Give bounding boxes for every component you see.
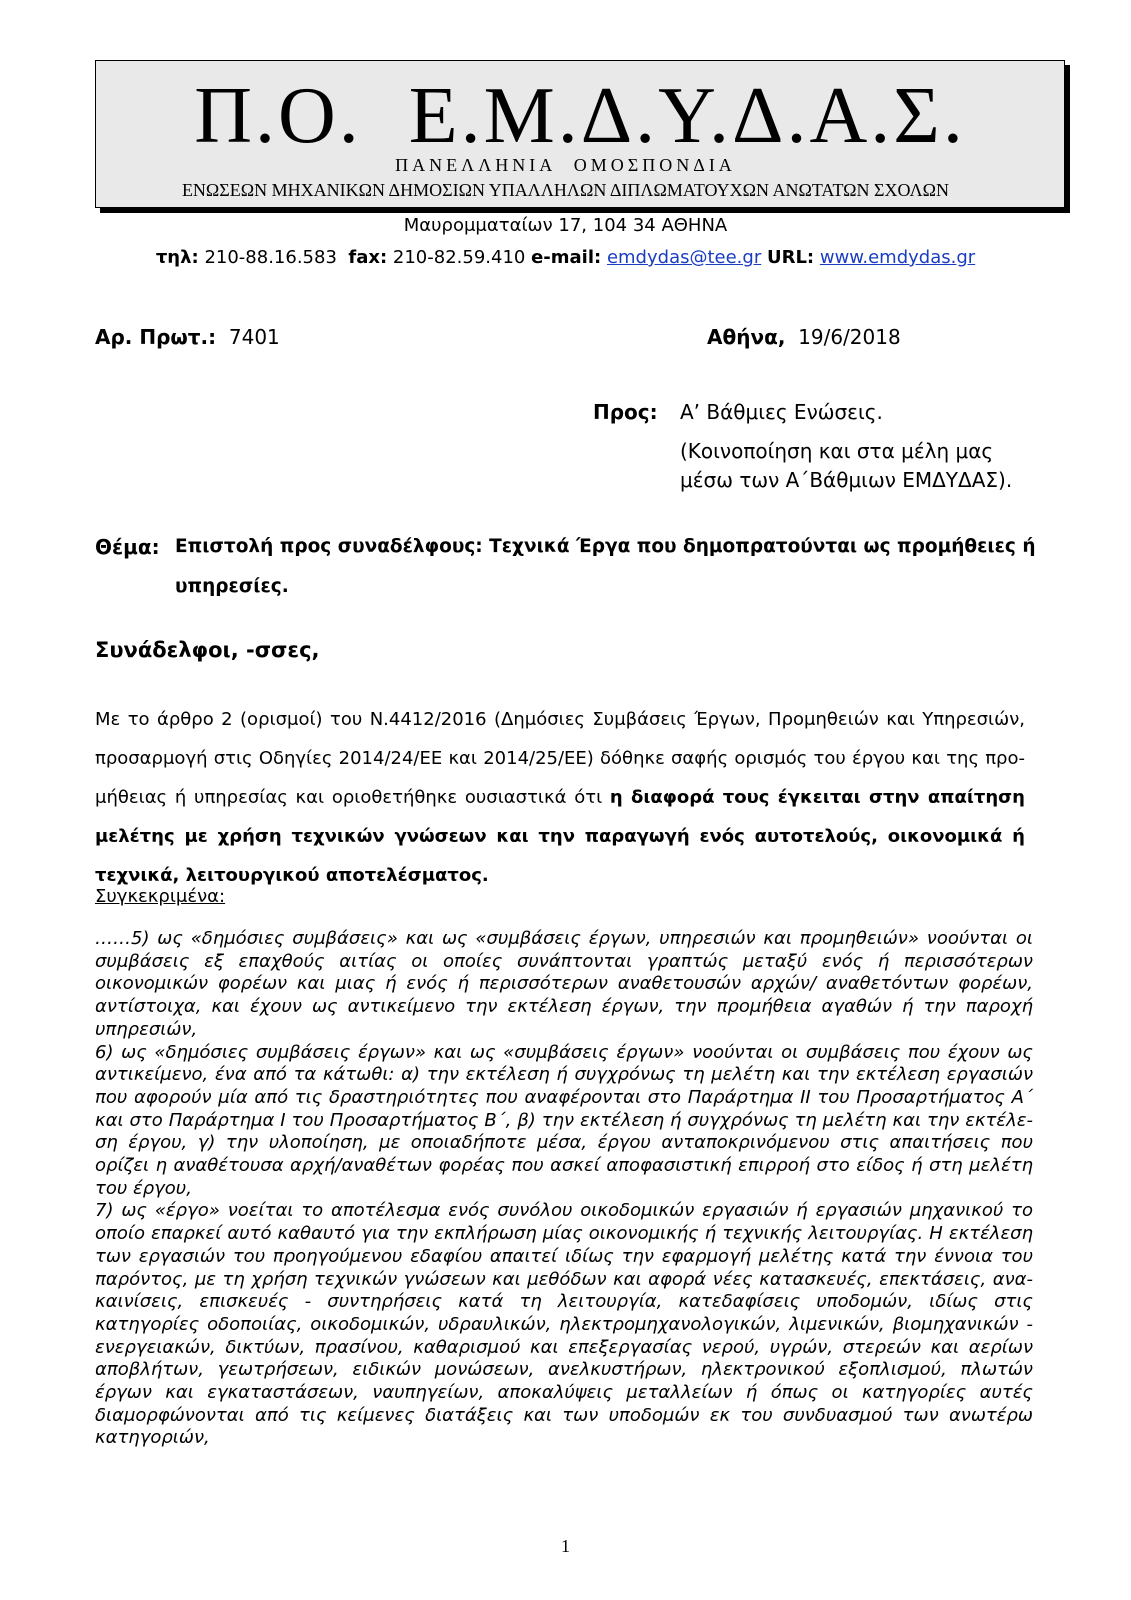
protocol-label: Αρ. Πρωτ.: xyxy=(95,325,217,349)
org-subtitle-1: ΠΑΝΕΛΛΗΝΙΑ ΟΜΟΣΠΟΝΔΙΑ xyxy=(395,155,736,175)
fax-label: fax: xyxy=(348,247,388,268)
page-number: 1 xyxy=(561,1536,570,1556)
body-emphasis: η διαφορά τους έγκειται στην απαίτηση μελέτης με χρήση τεχνικών γνώσεων και την παραγωγή ενός αυτοτελούς, οικονομικά ή τεχνικά, λειτουργικού αποτελέσματος. xyxy=(95,787,1025,886)
recipient-line-1: Α’ Βάθμιες Ενώσεις. xyxy=(680,400,883,424)
tel-value: 210-88.16.583 xyxy=(204,247,337,268)
recipient-line-3: μέσω των Α΄Βάθμιων ΕΜΔΥΔΑΣ). xyxy=(680,468,1013,492)
law-quote xyxy=(95,928,1033,1450)
greeting: Συνάδελφοι, -σσες, xyxy=(95,638,320,662)
quote-item-5: ……5) ως «δημόσιες συμβάσεις» και ως «συμβάσεις έργων, υπηρεσιών και προμηθειών» νοούνται οι συμβάσεις εξ επαχθούς αιτίας οι οποίες συνάπτονται γραπτώς μεταξύ ενός ή περισσότερων οικονομικών φορέων και μιας ή ενός ή περισσότερων αναθετουσών αρχών/ αναθετόντων φορέων, αντίστοιχα, και έχουν ως αντικείμενο την εκτέλεση έργων, την προμήθεια αγαθών ή την παροχή υπηρεσιών, xyxy=(95,928,1033,1040)
url-link[interactable]: www.emdydas.gr xyxy=(819,247,976,268)
url-label: URL: xyxy=(766,247,815,268)
subject-line-2: υπηρεσίες. xyxy=(175,576,289,597)
address: Μαυρομματαίων 17, 104 34 ΑΘΗΝΑ xyxy=(403,215,728,236)
fax-value: 210-82.59.410 xyxy=(392,247,526,268)
quote-item-7: 7) ως «έργο» νοείται το αποτέλεσμα ενός συνόλου οικοδομικών εργασιών ή εργασιών μηχανικού το οποίο επαρκεί αυτό καθαυτό για την εκπλήρωση μίας οικονομικής ή τεχνικής λειτουργίας. Η εκτέλεση των εργασιών του προηγούμενου εδαφίου απαιτεί ιδίως την εφαρμογή μελέτης κατά την έννοια του παρόντος, με τη χρήση τεχνικών γνώσεων και μεθόδων και αφορά νέες κατασκευές, επεκτάσεις, ανακαινίσεις, επισκευές - συντηρήσεις κατά τη λειτουργία, κατεδαφίσεις υποδομών, ιδίως στις κατηγορίες οδοποιίας, οικοδομικών, υδραυλικών, ηλεκτρομηχανολογικών, λιμενικών, βιομηχανικών - ενεργειακών, δικτύων, πρασίνου, καθαρισμού και επεξεργασίας νερού, υγρών, στερεών και αερίων αποβλήτων, γεωτρήσεων, ειδικών μονώσεων, ανελκυστήρων, ηλεκτρονικού εξοπλισμού, πλωτών έργων και εγκαταστάσεων, ναυπηγείων, αποκαλύψεις μεταλλείων ή όπως οι κατηγορίες αυτές διαμορφώνονται από τις κείμενες διατάξεις και των υποδομών εκ του συνδυασμού των ανωτέρω κατηγοριών, xyxy=(95,1200,1033,1449)
recipient-line-2: (Κοινοποίηση και στα μέλη μας xyxy=(680,439,994,463)
subject-label: Θέμα: xyxy=(95,535,160,559)
subject-line-1: Επιστολή προς συναδέλφους: Τεχνικά Έργα που δημοπρατούνται ως προμήθειες ή xyxy=(175,536,1036,557)
quote-item-6: 6) ως «δημόσιες συμβάσεις έργων» και ως «συμβάσεις έργων» νοούνται οι συμβάσεις που έχουν ως αντικείμενο, ένα από τα κάτωθι: α) την εκτέλεση ή συγχρόνως τη μελέτη και την εκτέλεση εργασιών που αφορούν μία από τις δραστηριότητες που αναφέρονται στο Παράρτημα ΙΙ του Προσαρτήματος Α΄ και στο Παράρτημα Ι του Προσαρτήματος Β΄, β) την εκτέλεση ή συγχρόνως τη μελέτη και την εκτέλεση έργου, γ) την υλοποίηση, με οποιαδήποτε μέσα, έργου ανταποκρινόμενου στις απαιτήσεις που ορίζει η αναθέτουσα αρχή/αναθέτων φορέας που ασκεί αποφασιστική επιρροή στο είδος ή στη μελέτη του έργου, xyxy=(95,1041,1033,1199)
date-line xyxy=(707,325,901,349)
protocol-value: 7401 xyxy=(228,325,280,349)
contact-line xyxy=(0,247,1131,268)
recipient-label: Προς: xyxy=(593,400,658,424)
email-label: e-mail: xyxy=(531,247,602,268)
body-paragraph xyxy=(95,700,1025,895)
org-subtitle-2: ΕΝΩΣΕΩΝ ΜΗΧΑΝΙΚΩΝ ΔΗΜΟΣΙΩΝ ΥΠΑΛΛΗΛΩΝ ΔΙΠΛΩΜΑΤΟΥΧΩΝ ΑΝΩΤΑΤΩΝ ΣΧΟΛΩΝ xyxy=(181,180,950,200)
date-label: Αθήνα, xyxy=(707,325,786,349)
specifically-label: Συγκεκριμένα: xyxy=(95,886,226,907)
email-link[interactable]: emdydas@tee.gr xyxy=(606,247,762,268)
protocol-number xyxy=(95,325,280,349)
tel-label: τηλ: xyxy=(155,247,199,268)
date-value: 19/6/2018 xyxy=(798,325,901,349)
org-title: Π.Ο. Ε.Μ.Δ.Υ.Δ.Α.Σ. xyxy=(194,72,966,160)
body-intro: Με το άρθρο 2 (ορισμοί) του Ν.4412/2016 (Δημόσιες Συμβάσεις Έργων, Προμηθειών και Υπηρεσιών, προσαρμογή στις Οδηγίες 2014/24/ΕΕ και 2014/25/ΕΕ) δόθηκε σαφής ορισμός του έργου και της προμήθειας ή υπηρεσίας και οριοθετήθηκε ουσιαστικά ότι xyxy=(95,709,1025,808)
